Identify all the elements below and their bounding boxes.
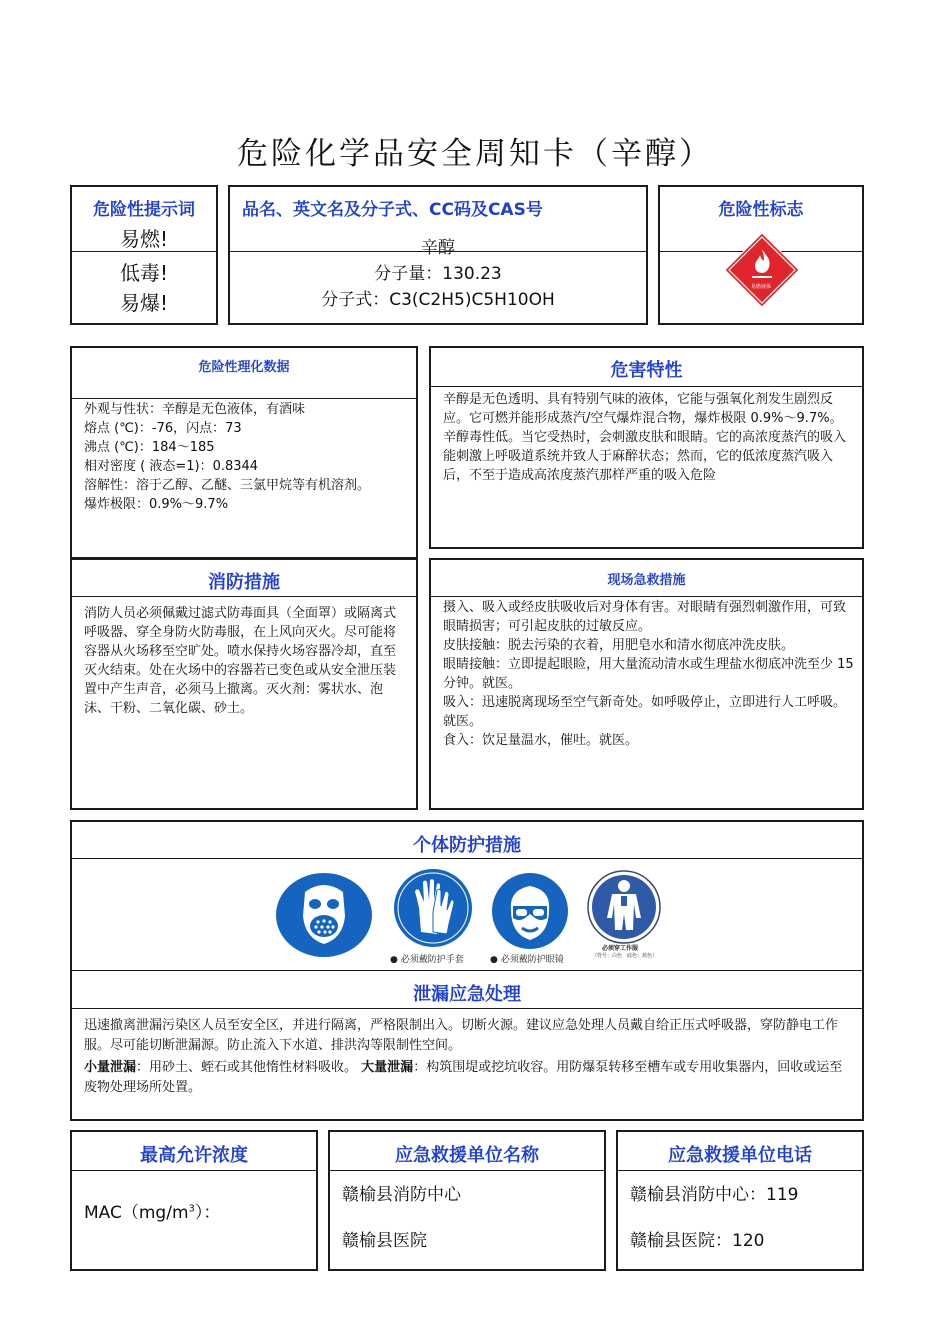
divider [72,858,862,859]
rescue-phones-header: 应急救援单位电话 [668,1145,812,1166]
physchem-data [84,400,408,514]
first-aid-skin: 皮肤接触：脱去污染的衣着，用肥皂水和清水彻底冲洗皮肤。 [443,638,795,653]
hazard-sign-header: 危险性标志 [718,200,804,220]
molecular-weight: 分子量：130.23 [374,264,502,284]
ppe-header: 个体防护措施 [413,835,521,856]
divider [72,398,416,399]
hazard-sign-label: 易燃液体 [750,284,771,290]
hazard-word-flammable: 易燃! [119,227,169,251]
product-name: 辛醇 [421,238,455,258]
hazard-word-low-toxicity: 低毒! [119,261,169,285]
hazard-properties-panel [429,346,864,549]
mac-header: 最高允许浓度 [140,1145,248,1166]
small-spill-label: 小量泄漏 [84,1060,137,1075]
large-spill-label: 大量泄漏 [361,1060,414,1075]
mac-value [84,1198,220,1223]
page-title: 危险化学品安全周知卡（辛醇） [237,136,713,172]
divider [431,596,862,597]
divider [72,596,416,597]
product-panel [228,185,648,325]
physchem-line-melting: 熔点 (℃)：-76，闪点：73 [84,421,242,436]
rescue-phones-panel [616,1130,864,1271]
hazard-word-explosive: 易爆! [119,291,169,315]
product-header: 品名、英文名及分子式、CC码及CAS号 [242,200,543,220]
hazard-words-panel [70,185,218,325]
divider [72,1170,316,1171]
spill-small-large [84,1058,848,1098]
physchem-line-boiling: 沸点 (℃)：184～185 [84,440,215,455]
rescue-unit-fire: 赣榆县消防中心 [342,1185,461,1205]
divider [72,970,862,971]
rescue-units-panel [328,1130,606,1271]
fire-measures-text: 消防人员必须佩戴过滤式防毒面具（全面罩）或隔离式呼吸器、穿全身防火防毒服，在上风向灭火。尽可能将容器从火场移至空旷处。喷水保持火场容器冷却，直至灭火结束。处在火场中的容器若已变色或从安全泄压装置中产生声音，必须马上撤离。灭火剂：雾状水、泡沫、干粉、二氧化碳、砂土。 [84,606,397,716]
gloves-mandatory-icon [393,868,473,948]
rescue-unit-hospital: 赣榆县医院 [342,1231,427,1251]
rescue-phone-hospital: 赣榆县医院：120 [630,1231,765,1251]
first-aid-eyes: 眼睛接触：立即提起眼睑，用大量流动清水或生理盐水彻底冲洗至少 15 分钟。就医。 [443,657,854,691]
mac-text-post: ）： [194,1203,221,1223]
physchem-header: 危险性理化数据 [198,360,290,375]
rescue-phone-fire: 赣榆县消防中心：119 [630,1185,799,1205]
fire-measures-panel [70,558,418,810]
respirator-mandatory-icon [275,872,373,958]
mac-text-pre: MAC（mg/m [84,1203,189,1223]
physchem-panel [70,346,418,559]
work-clothes-subcaption: （符号：白色 底色：蓝色） [592,953,658,959]
divider [72,1008,862,1009]
divider [431,386,862,387]
gloves-caption: ● 必须戴防护手套 [390,955,464,965]
flammable-liquid-sign-icon [723,231,801,309]
hazard-sign-panel [658,185,864,325]
divider [230,251,646,252]
first-aid-ingestion: 食入：饮足量温水，催吐。就医。 [443,733,639,748]
divider [618,1170,862,1171]
physchem-line-density: 相对密度 ( 液态=1)：0.8344 [84,459,259,474]
first-aid-general: 摄入、吸入或经皮肤吸收后对身体有害。对眼睛有强烈刺激作用，可致眼睛损害；可引起皮肤的过敏反应。 [443,600,847,634]
work-clothes-mandatory-icon [587,870,661,944]
small-spill-text: ：用砂土、蛭石或其他惰性材料吸收。 [136,1060,358,1075]
physchem-line-solubility: 溶解性：溶于乙醇、乙醚、三氯甲烷等有机溶剂。 [84,478,371,493]
goggles-caption: ● 必须戴防护眼镜 [490,955,564,965]
first-aid-inhalation: 吸入：迅速脱离现场至空气新奇处。如呼吸停止，立即进行人工呼吸。就医。 [443,695,847,729]
divider [72,251,216,252]
mac-panel [70,1130,318,1271]
mac-superscript: 3 [188,1203,195,1215]
hazard-words-header: 危险性提示词 [93,200,195,220]
molecular-formula: 分子式：C3(C2H5)C5H10OH [321,290,555,310]
work-clothes-caption: 必须穿工作服 [602,945,639,952]
large-spill-text: ：构筑围堤或挖坑收容。用防爆泵转移至槽车或专用收集器内，回收或运至废物处理场所处置。 [84,1060,843,1095]
first-aid-header: 现场急救措施 [607,573,686,588]
first-aid-panel [429,558,864,810]
goggles-mandatory-icon [491,872,569,950]
hazard-properties-text: 辛醇是无色透明、具有特别气味的液体，它能与强氧化剂发生剧烈反应。它可燃并能形成蒸汽/空气爆炸混合物，爆炸极限 0.9%～9.7%。辛醇毒性低。当它受热时，会刺激皮肤和眼睛。它的高浓度蒸汽的吸入能刺激上呼吸道系统并致人于麻醉状态；然而，它的低浓度蒸汽吸入后，不至于造成高浓度蒸汽那样严重的吸入危险 [443,392,847,483]
divider [330,1170,604,1171]
fire-measures-header: 消防措施 [208,572,280,593]
rescue-units-header: 应急救援单位名称 [395,1145,539,1166]
ppe-spill-panel [70,820,864,1121]
spill-header: 泄漏应急处理 [413,984,521,1005]
spill-general-text: 迅速撤离泄漏污染区人员至安全区，并进行隔离，严格限制出入。切断火源。建议应急处理人员戴自给正压式呼吸器，穿防静电工作服。尽可能切断泄漏源。防止流入下水道、排洪沟等限制性空间。 [84,1018,839,1053]
hazard-properties-header: 危害特性 [610,360,683,381]
physchem-line-explosion-limit: 爆炸极限：0.9%～9.7% [84,497,229,512]
physchem-line-appearance: 外观与性状：辛醇是无色液体，有酒味 [84,402,306,417]
first-aid-text [443,598,854,750]
